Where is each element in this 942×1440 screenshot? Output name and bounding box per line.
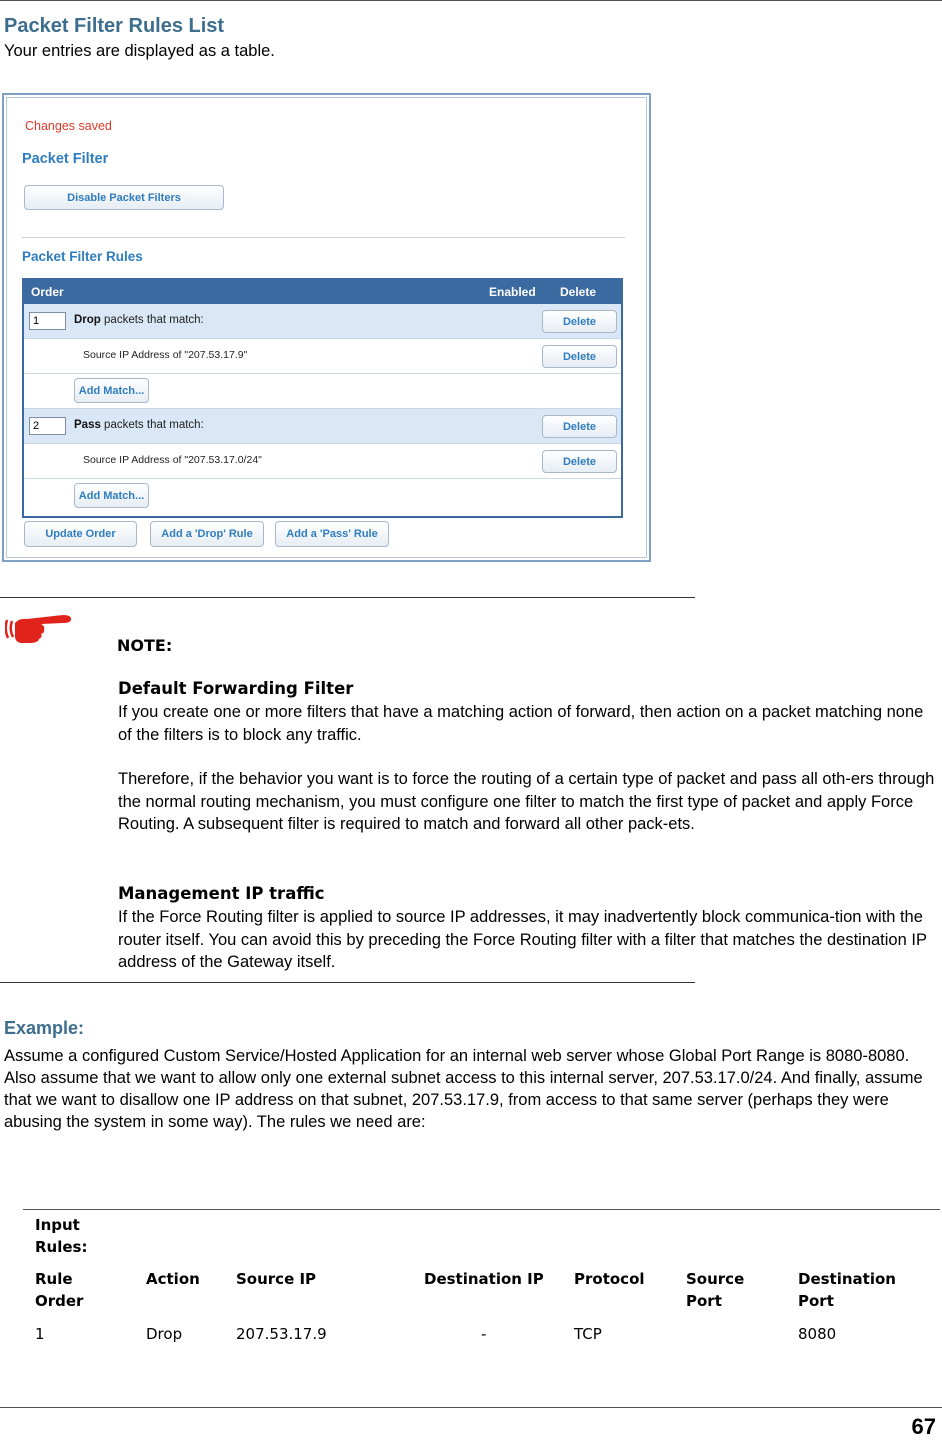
header-source-port: Source Port xyxy=(686,1270,745,1310)
pointing-hand-icon xyxy=(5,612,75,646)
update-order-button[interactable]: Update Order xyxy=(24,521,137,547)
match-row-2 xyxy=(24,444,621,479)
add-match-button[interactable]: Add Match... xyxy=(74,378,149,403)
column-enabled: Enabled xyxy=(489,285,536,299)
top-rule xyxy=(0,0,942,1)
header-action: Action xyxy=(146,1270,200,1288)
match-row-1 xyxy=(24,339,621,374)
match-description: Source IP Address of "207.53.17.9" xyxy=(83,349,248,361)
cell-source-ip: 207.53.17.9 xyxy=(236,1325,327,1343)
footer-rule xyxy=(0,1407,942,1408)
rule-action: Pass xyxy=(74,419,101,431)
rule-action: Drop xyxy=(74,314,101,326)
add-drop-rule-button[interactable]: Add a 'Drop' Rule xyxy=(150,521,264,547)
note-paragraph-3: If the Force Routing filter is applied to source IP addresses, it may inadvertently block communica-tion with the router itself. You can avoid this by preceding the Force Routing filter with a filter that matches the destination IP address of the Gateway itself. xyxy=(118,908,927,971)
packet-filter-title: Packet Filter xyxy=(22,151,109,167)
add-match-button[interactable]: Add Match... xyxy=(74,483,149,508)
rules-table-header xyxy=(24,280,621,304)
add-match-row-2 xyxy=(24,479,621,514)
column-delete: Delete xyxy=(560,285,597,299)
header-protocol: Protocol xyxy=(574,1270,645,1288)
note-bottom-rule xyxy=(0,982,695,983)
packet-filter-panel xyxy=(6,97,647,558)
divider xyxy=(22,237,625,238)
note-heading-default-forwarding: Default Forwarding Filter xyxy=(118,679,354,698)
cell-destination-port: 8080 xyxy=(798,1325,837,1343)
example-text: Assume a configured Custom Service/Hosted Application for an internal web server whose Global Port Range is 8080-8080. Also assume that we want to allow only one external subnet access to this internal server, 207.53.17.0/24. And finally, assume that we want to disallow one IP address on that subnet, 207.53.17.9, from access to that same server (perhaps they were abusing the system in some way). The rules we need are: xyxy=(4,1047,923,1131)
cell-protocol: TCP xyxy=(574,1325,602,1343)
order-input[interactable]: 2 xyxy=(29,417,66,435)
rules-caption: Input Rules: xyxy=(35,1216,88,1256)
rule-suffix: packets that match: xyxy=(100,314,204,326)
section-title: Packet Filter Rules List xyxy=(4,15,225,37)
screenshot-frame xyxy=(2,93,651,562)
delete-button[interactable]: Delete xyxy=(542,310,617,333)
header-rule-order: Rule Order xyxy=(35,1270,84,1310)
disable-packet-filters-button[interactable]: Disable Packet Filters xyxy=(24,185,224,210)
rules-title: Packet Filter Rules xyxy=(22,249,143,264)
rule-suffix: packets that match: xyxy=(100,419,204,431)
rule-row-1 xyxy=(24,304,621,339)
header-destination-ip: Destination IP xyxy=(424,1270,544,1288)
note-label: NOTE: xyxy=(117,636,173,655)
note-heading-management-ip: Management IP traffic xyxy=(118,884,325,903)
rule-description xyxy=(74,419,204,431)
cell-rule-order: 1 xyxy=(35,1325,45,1343)
add-pass-rule-button[interactable]: Add a 'Pass' Rule xyxy=(275,521,389,547)
column-order: Order xyxy=(31,285,64,299)
order-input[interactable]: 1 xyxy=(29,312,66,330)
delete-button[interactable]: Delete xyxy=(542,345,617,368)
page-number: 67 xyxy=(911,1414,936,1439)
delete-button[interactable]: Delete xyxy=(542,450,617,473)
note-paragraph-1: If you create one or more filters that have a matching action of forward, then action on a packet matching none of the filters is to block any traffic. xyxy=(118,703,924,744)
example-title: Example: xyxy=(4,1018,85,1038)
match-description: Source IP Address of "207.53.17.0/24" xyxy=(83,454,262,466)
cell-destination-ip: - xyxy=(481,1325,487,1343)
rule-description xyxy=(74,314,204,326)
rule-row-2 xyxy=(24,409,621,444)
rules-table xyxy=(22,278,623,518)
add-match-row-1 xyxy=(24,374,621,409)
status-message: Changes saved xyxy=(25,119,112,133)
cell-action: Drop xyxy=(146,1325,183,1343)
note-paragraph-2: Therefore, if the behavior you want is to force the routing of a certain type of packet and pass all oth-ers through the normal routing mechanism, you must configure one filter to match the first type of packet and apply Force Routing. A subsequent filter is required to match and forward all other pack-ets. xyxy=(118,770,935,833)
intro-text: Your entries are displayed as a table. xyxy=(4,42,275,60)
delete-button[interactable]: Delete xyxy=(542,415,617,438)
header-destination-port: Destination Port xyxy=(798,1270,896,1310)
rules-table-rule xyxy=(23,1209,940,1210)
note-top-rule xyxy=(0,597,695,598)
header-source-ip: Source IP xyxy=(236,1270,317,1288)
